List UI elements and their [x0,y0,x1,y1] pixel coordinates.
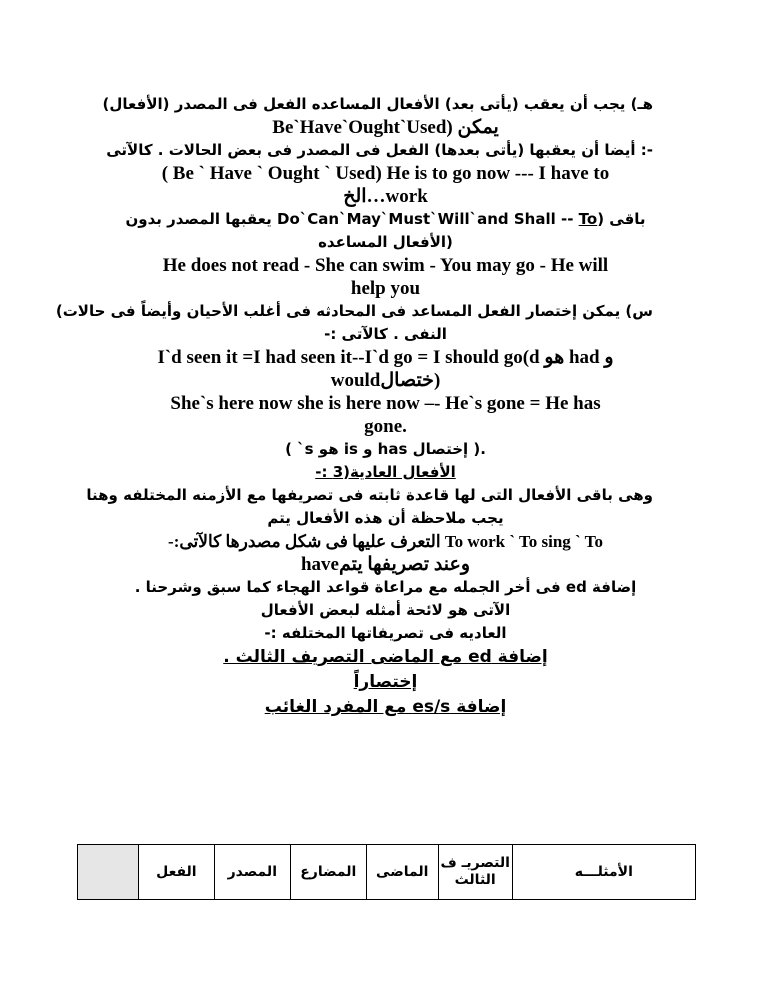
text-line: وهى باقى الأفعال التى لها قاعدة ثابته فى تصريفها مع الأزمنه المختلفه وهنا [86,486,653,504]
text-line: ( Be ` Have ` Ought ` Used) He is to go now --- I have to [161,163,610,184]
header-cell-examples: الأمثلـــه [512,845,695,900]
text-line: هـ) يجب أن يعقب (يأتى بعد) الأفعال المساعده الفعل فى المصدر (الأفعال) [102,95,653,113]
text-line: -:التعرف عليها فى شكل مصدرها كالآتى To work ` To sing ` To [168,532,603,551]
rule-line: إختصاراً [353,672,418,692]
text-line: الأفعال المساعده) [318,233,453,251]
text-line: help you [350,278,421,299]
header-cell-past: الماضى [366,845,438,900]
header-cell-present: المضارع [290,845,366,900]
text-line: I`d seen it =I had seen it--I`d go = I should go(d هو had و [157,347,614,368]
text-line: gone. [364,416,407,437]
text-line: Be`Have`Ought`Used) يمكن [272,117,499,138]
rule-line: إضافة es/s مع المفرد الغائب [264,697,507,717]
text-line: She`s here now she is here now –- He`s gone = He has [170,393,601,414]
header-cell-verb: الفعل [138,845,214,900]
text-line: الخ…work [343,186,428,207]
text-line [118,208,653,231]
text-line: يجب ملاحظة أن هذه الأفعال يتم [267,509,504,527]
text-line: إضافة ed فى أخر الجمله مع مراعاة قواعد الهجاء كما سبق وشرحنا . [134,578,637,596]
rule-line: إضافة ed مع الماضى التصريف الثالث . [223,647,548,667]
table-header-row [78,845,696,900]
text-line: -: أيضا أن يعقبها (يأتى بعدها) الفعل فى المصدر فى بعض الحالات . كالآتى [106,141,653,159]
header-cell-blank [78,845,139,900]
text-line: haveوعند تصريفها يتم [300,554,471,575]
document-body [55,93,653,720]
text-segment: باقى (Do`Can`May`Must`Will`and Shall -- [277,210,646,228]
text-line: ( `s هو is و has إختصال ). [285,440,486,458]
text-line: -: العاديه فى تصريفاتها المختلفه [264,624,507,642]
text-line: س) يمكن إختصار الفعل المساعد فى المحادثه فى أغلب الأحيان وأيضاً فى حالات) [55,302,653,320]
text-line: He does not read - She can swim - You may go - He will [162,255,609,276]
text-segment: يعقبها المصدر بدون [125,210,277,228]
text-line: الآتى هو لائحة أمثله لبعض الأفعال [260,601,511,619]
text-line: -: النفى . كالآتى [324,325,447,343]
header-cell-third-form: التصريـ ف الثالث [438,845,512,900]
text-line: wouldختصال) [330,370,441,391]
header-cell-infinitive: المصدر [214,845,290,900]
verbs-table [77,844,696,900]
underlined-to: To [578,210,598,228]
section-heading: -: الأفعال العادية(3 [315,463,456,481]
